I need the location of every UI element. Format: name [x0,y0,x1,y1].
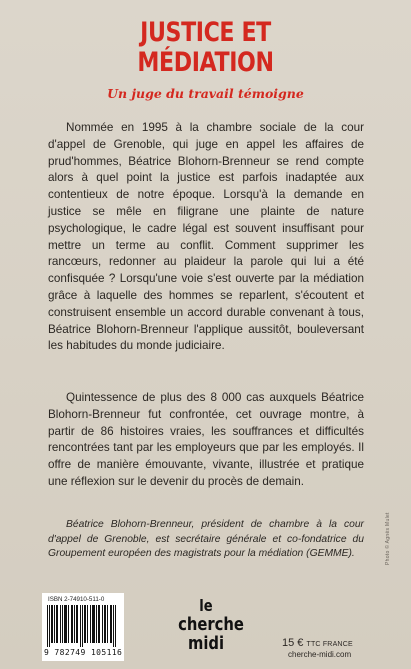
price-suffix: TTC FRANCE [306,641,353,648]
blurb-paragraph-1: Nommée en 1995 à la chambre sociale de la cour d'appel de Grenoble, qui juge en appel les affaires de prud'hommes, Béatrice Blohorn-Brenneur se rend compte alors à quel point la justice est parfois inadaptée aux contentieux de notre époque. Lorsqu'à la demande en justice se mêle en filigrane une plainte de nature psychologique, le cadre légal est souvent insuffisant pour mettre un terme au conflit. Comment supprimer les rancœurs, redonner au plaideur la parole qui lui a été confisquée ? Lorsqu'une voie s'est ouverte par la médiation grâce à laquelle des hommes se reparlent, s'écoutent et construisent ensemble un accord durable convenant à tous, Béatrice Blohorn-Brenneur l'applique aussitôt, bouleversant les habitudes du monde judiciaire. [48,121,364,353]
barcode-panel [42,593,124,661]
price-label [282,637,353,649]
publisher-website: cherche-midi.com [288,650,352,659]
book-subtitle: Un juge du travail témoigne [107,86,304,101]
photo-credit: Photo © Agnès Mulet [385,512,391,565]
logo-word-midi: midi [187,633,225,654]
author-bio: Béatrice Blohorn-Brenneur, président de chambre à la cour d'appel de Grenoble, est secrétaire générale et co-fondatrice du Groupement européen des magistrats pour la médiation (GEMME). [48,519,364,560]
barcode-icon [47,605,119,647]
logo-word-cherche: cherche [178,614,244,635]
logo-word-le: le [199,596,213,615]
book-title-line-1: JUSTICE ET [140,17,271,48]
isbn-label: ISBN 2-74910-511-0 [48,596,105,603]
blurb-paragraph-2: Quintessence de plus des 8 000 cas auxquels Béatrice Blohorn-Brenneur fut confrontée, cet ouvrage montre, à partir de 86 histoires vraies, les souffrances et difficultés rencontrées tant par les employeurs que par les employés. Il offre de manière émouvante, vivante, illustrée et pratique une réflexion sur le devenir du procès de demain. [48,391,364,488]
publisher-logo [172,596,244,666]
price-amount: 15 € [282,637,304,649]
ean-number: 9 782749 105116 [44,648,123,657]
book-title-line-2: MÉDIATION [137,47,274,78]
